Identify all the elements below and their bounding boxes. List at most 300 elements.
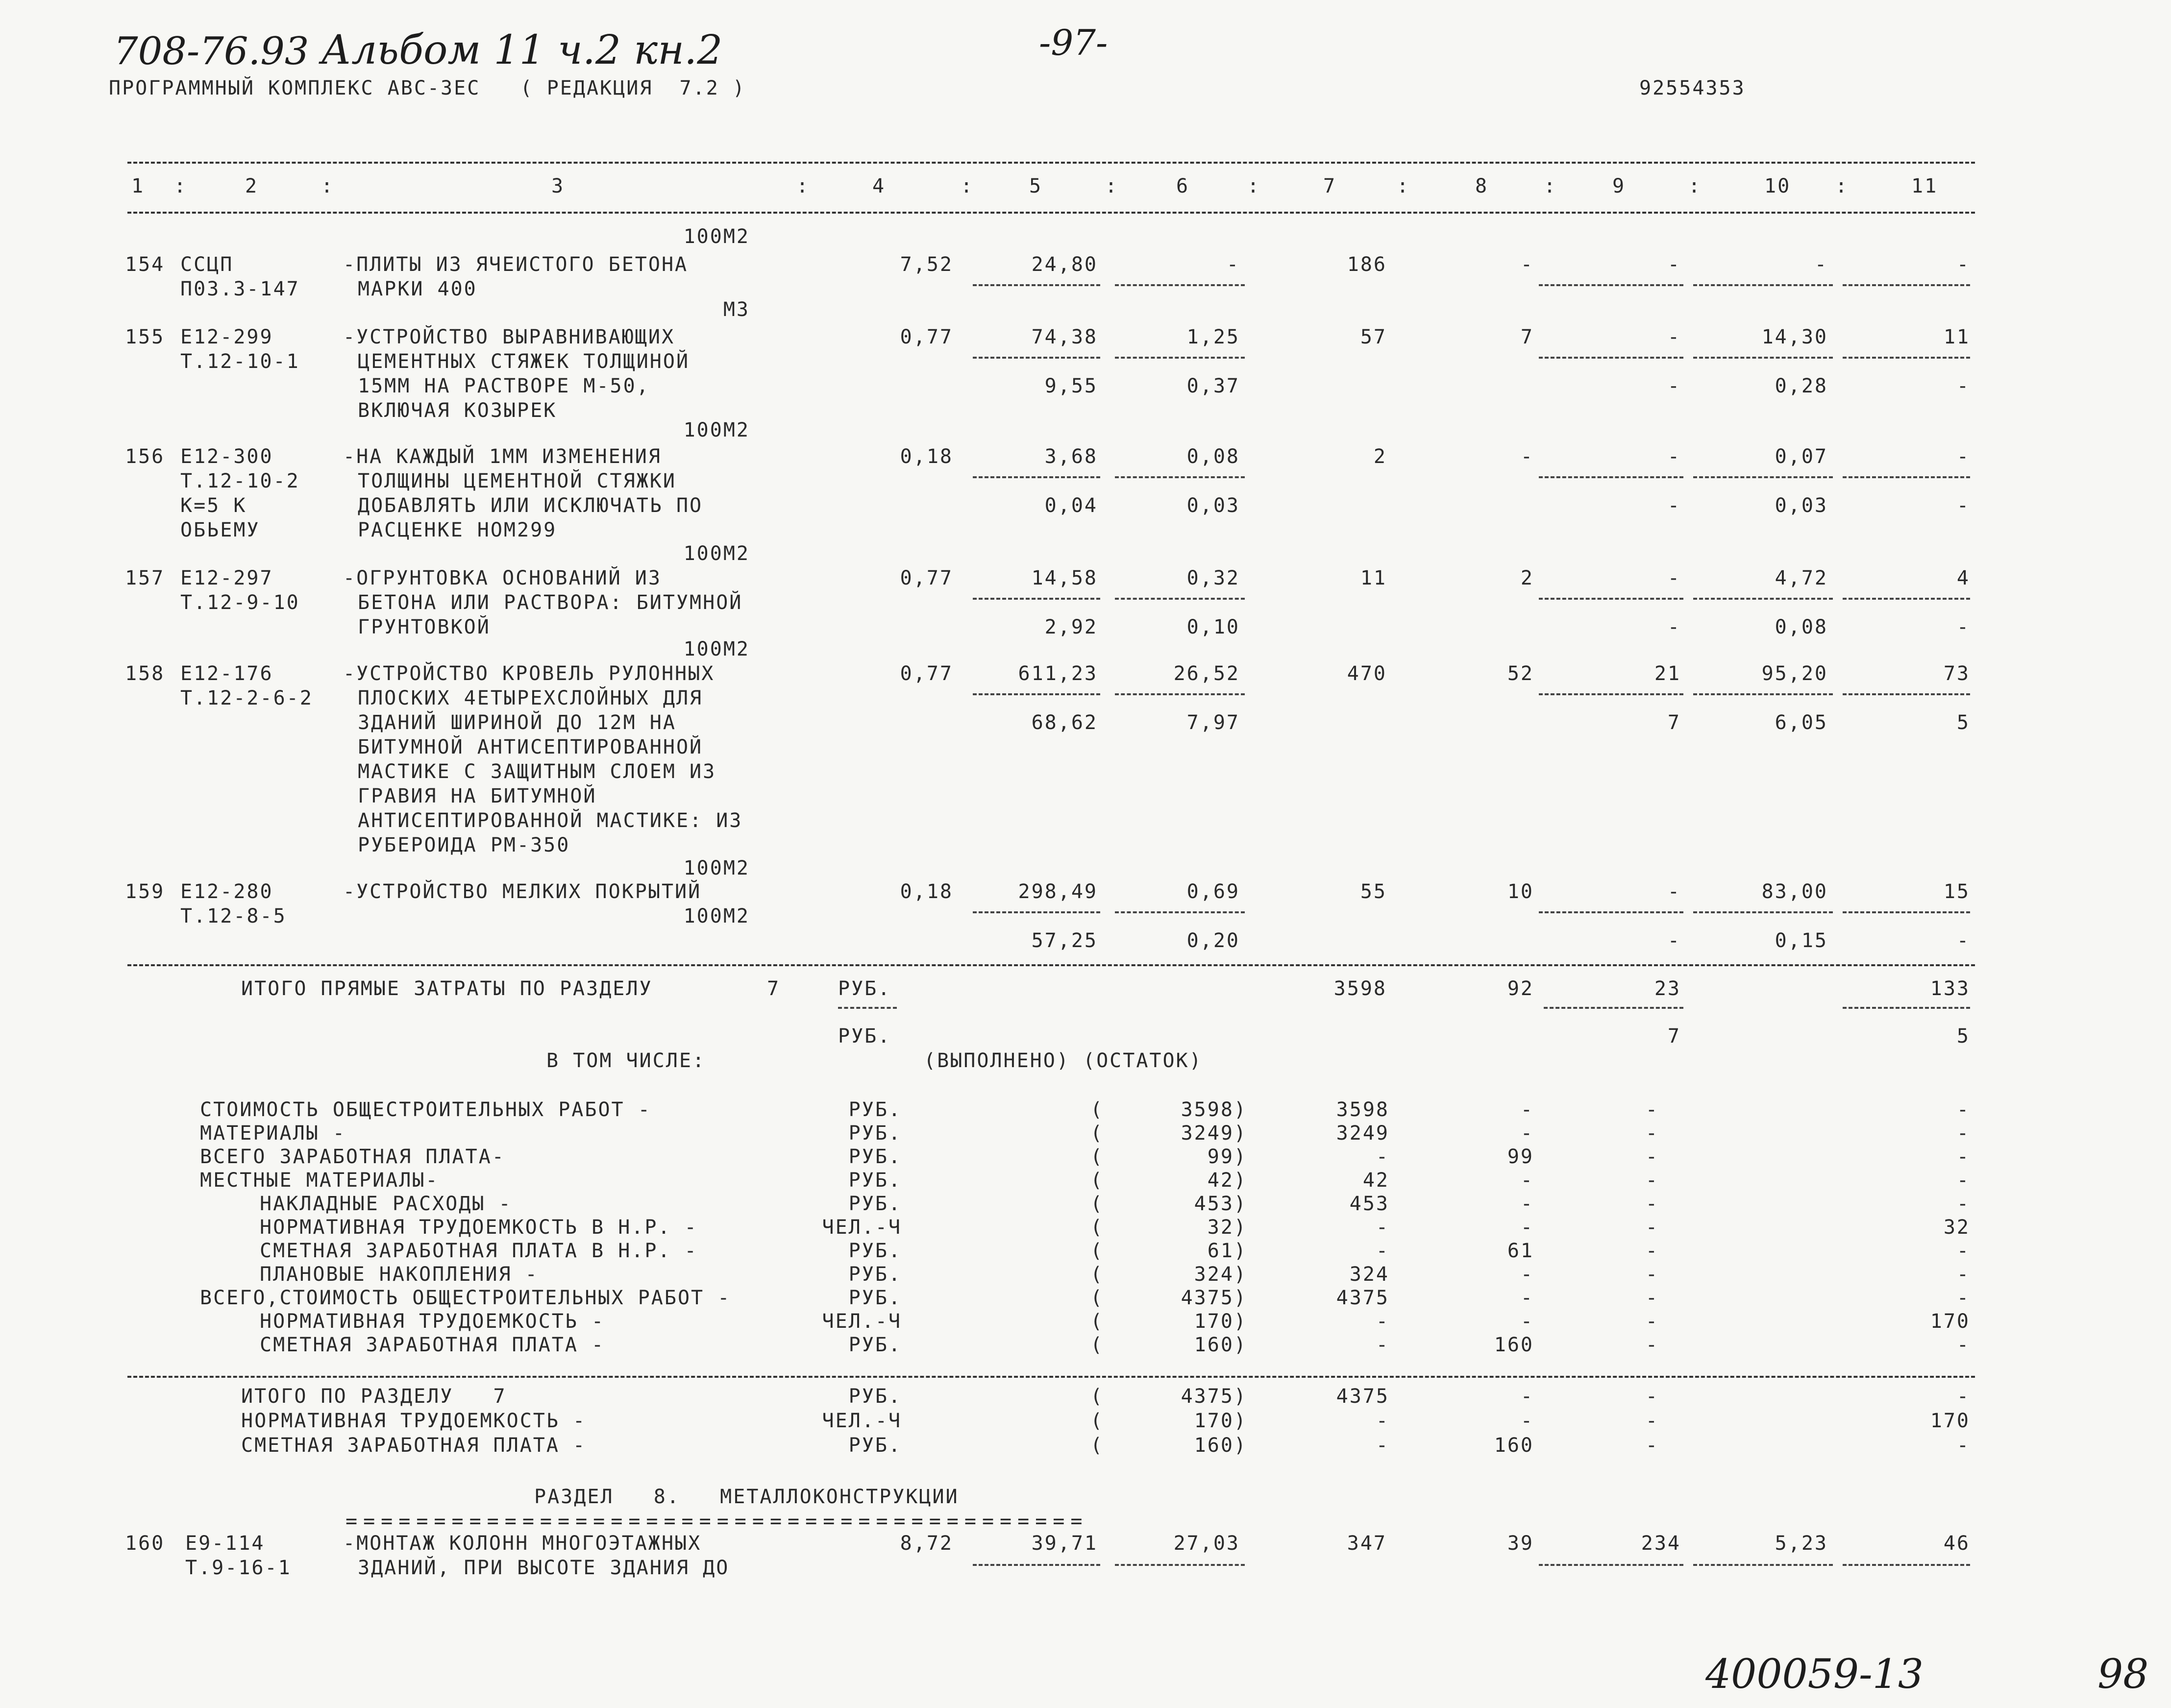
machine-cost: - [1667,326,1681,348]
norm-code: Е12-176 [180,662,273,685]
breakdown-labor: - [1956,1146,1970,1168]
unit-label: М3 [723,298,750,321]
row-number: 159 [125,880,165,903]
column-separator: : [961,175,974,197]
breakdown-machines: - [1645,1216,1659,1239]
subtotal-rule [1539,693,1683,695]
header-rule-bottom [127,212,1975,214]
work-description: -УСТРОЙСТВО МЕЛКИХ ПОКРЫТИЙ [343,880,702,903]
column-separator: : [1688,175,1702,197]
breakdown-labor: - [1956,1169,1970,1192]
total-cost: 347 [1347,1532,1387,1555]
unit-rub: РУБ. [838,1025,891,1048]
breakdown-labor: - [1956,1193,1970,1215]
labor-total: - [1956,253,1970,276]
column-header-11: 11 [1911,175,1938,197]
machine-cost: - [1667,880,1681,903]
unit-rub: РУБ. [838,977,891,1000]
summary-amount: 160) [1194,1434,1247,1457]
breakdown-paren: ( [1090,1287,1104,1309]
cost-machines: 0,32 [1186,567,1240,589]
summary-label: ИТОГО ПО РАЗДЕЛУ 7 [241,1385,507,1408]
breakdown-amount: 160) [1194,1334,1247,1356]
unit-label: 100М2 [683,542,750,565]
unit-cost-wages: 57,25 [1031,929,1098,952]
column-header-4: 4 [872,175,886,197]
work-description: -НА КАЖДЫЙ 1ММ ИЗМЕНЕНИЯ [343,445,662,468]
cost-machines: 26,52 [1173,662,1240,685]
breakdown-cost: - [1376,1240,1389,1262]
column-header-2: 2 [245,175,259,197]
row-number: 158 [125,662,165,685]
work-description: АНТИСЕПТИРОВАННОЙ МАСТИКЕ: ИЗ [358,809,743,832]
work-description: БИТУМНОЙ АНТИСЕПТИРОВАННОЙ [358,736,703,758]
unit-cost-wages: 68,62 [1031,711,1098,734]
breakdown-machines: - [1645,1098,1659,1121]
machine-cost: 21 [1654,662,1681,685]
work-description: БЕТОНА ИЛИ РАСТВОРА: БИТУМНОЙ [358,591,743,614]
subtotal-rule [1693,476,1833,478]
subtotal-rule [1539,284,1683,286]
breakdown-paren: ( [1090,1146,1104,1168]
page-marker: -97- [1039,22,1108,63]
machine-cost: - [1667,445,1681,468]
labor-norm: 14,30 [1761,326,1828,348]
column-header-1: 1 [131,175,145,197]
subtotal-rule [973,693,1100,695]
cost-machines-wages: 7,97 [1186,711,1240,734]
summary-rule [127,1376,1975,1378]
labor-norm: 4,72 [1775,567,1828,589]
unit-cost-wages: 2,92 [1044,616,1098,638]
breakdown-machines: - [1645,1169,1659,1192]
wages: - [1520,253,1534,276]
breakdown-machines: - [1645,1193,1659,1215]
summary-amount: 4375) [1181,1385,1247,1408]
unit-label: 100М2 [683,905,750,927]
subtotal-rule [973,598,1100,600]
next-section-underline: ========================================== [345,1512,1088,1531]
breakdown-cost: - [1376,1334,1389,1356]
row-number: 157 [125,567,165,589]
summary-unit: ЧЕЛ.-Ч [822,1410,902,1432]
subtotal-rule [973,1564,1100,1566]
album-code: 708-76.93 [114,29,309,73]
norm-code: Т.12-10-2 [180,470,300,492]
summary-label: НОРМАТИВНАЯ ТРУДОЕМКОСТЬ - [241,1410,587,1432]
subtotal-rule [1115,476,1245,478]
summary-wages: - [1520,1385,1534,1408]
machine-cost: - [1667,567,1681,589]
breakdown-label: НОРМАТИВНАЯ ТРУДОЕМКОСТЬ - [260,1310,605,1333]
header-rule-top [127,162,1975,164]
labor-norm-machines: 0,28 [1775,375,1828,397]
summary-cost: 4375 [1336,1385,1389,1408]
column-header-10: 10 [1764,175,1791,197]
machine-wages: - [1667,616,1681,638]
breakdown-labor: - [1956,1240,1970,1262]
breakdown-label: СМЕТНАЯ ЗАРАБОТНАЯ ПЛАТА В Н.Р. - [260,1240,698,1262]
breakdown-cost: 4375 [1336,1287,1389,1309]
breakdown-label: СТОИМОСТЬ ОБЩЕСТРОИТЕЛЬНЫХ РАБОТ - [200,1098,651,1121]
norm-code: Е12-300 [180,445,273,468]
breakdown-label: ВСЕГО ЗАРАБОТНАЯ ПЛАТА- [200,1146,505,1168]
norm-code: К=5 К [180,494,247,517]
column-separator: : [1105,175,1119,197]
subtotal-rule [973,357,1100,359]
breakdown-amount: 4375) [1181,1287,1247,1309]
breakdown-labor: - [1956,1122,1970,1145]
breakdown-labor: - [1956,1098,1970,1121]
machine-cost: - [1667,253,1681,276]
breakdown-amount: 32) [1207,1216,1247,1239]
labor-total-machines: - [1956,494,1970,517]
breakdown-paren: ( [1090,1098,1104,1121]
breakdown-labor: - [1956,1334,1970,1356]
labor-total: 4 [1956,567,1970,589]
summary-cost: - [1376,1434,1389,1457]
quantity: 0,77 [900,567,953,589]
wages: 2 [1520,567,1534,589]
subtotal-rule [1693,598,1833,600]
norm-code: ОБЬЕМУ [180,519,260,541]
subtotal-rule [1115,284,1245,286]
breakdown-paren: ( [1090,1193,1104,1215]
total-cost: 11 [1360,567,1387,589]
breakdown-wages: 99 [1507,1146,1534,1168]
summary-wages: 160 [1494,1434,1534,1457]
labor-total-machines: - [1956,616,1970,638]
work-description: РУБЕРОИДА РМ-350 [358,834,570,856]
section-total-label: ИТОГО ПРЯМЫЕ ЗАТРАТЫ ПО РАЗДЕЛУ [241,977,653,1000]
breakdown-label: СМЕТНАЯ ЗАРАБОТНАЯ ПЛАТА - [260,1334,605,1356]
summary-machines: - [1645,1434,1659,1457]
labor-total-machines: - [1956,375,1970,397]
unit-label: 100М2 [683,638,750,660]
column-header-7: 7 [1323,175,1337,197]
breakdown-cost: - [1376,1216,1389,1239]
summary-unit: РУБ. [848,1434,902,1457]
subtotal-rule [1115,1564,1245,1566]
summary-machines: - [1645,1410,1659,1432]
section-total-labor: 133 [1930,977,1970,1000]
breakdown-amount: 453) [1194,1193,1247,1215]
total-cost: 2 [1373,445,1387,468]
cost-machines-wages: 0,20 [1186,929,1240,952]
next-section-title: РАЗДЕЛ 8. МЕТАЛЛОКОНСТРУКЦИИ [534,1486,959,1508]
norm-code: Т.12-9-10 [180,591,300,614]
row-number: 160 [125,1532,165,1555]
quantity: 0,77 [900,326,953,348]
subtotal-rule [838,1007,897,1009]
breakdown-wages: - [1520,1169,1534,1192]
column-header-8: 8 [1475,175,1489,197]
breakdown-label: МЕСТНЫЕ МАТЕРИАЛЫ- [200,1169,439,1192]
breakdown-paren: ( [1090,1216,1104,1239]
quantity: 7,52 [900,253,953,276]
cost-machines-wages: 0,10 [1186,616,1240,638]
summary-paren: ( [1090,1410,1104,1432]
breakdown-cost: - [1376,1310,1389,1333]
norm-code: Т.9-16-1 [185,1557,292,1579]
breakdown-paren: ( [1090,1169,1104,1192]
column-separator: : [174,175,188,197]
labor-norm: 5,23 [1775,1532,1828,1555]
doc-number: 92554353 [1639,77,1746,99]
norm-code: Е12-297 [180,567,273,589]
column-separator: : [1835,175,1849,197]
breakdown-unit: ЧЕЛ.-Ч [822,1216,902,1239]
total-cost: 470 [1347,662,1387,685]
breakdown-paren: ( [1090,1263,1104,1286]
column-separator: : [321,175,335,197]
labor-norm-machines: 0,15 [1775,929,1828,952]
work-description: -МОНТАЖ КОЛОНН МНОГОЭТАЖНЫХ [343,1532,702,1555]
labor-norm: - [1814,253,1828,276]
total-cost: 55 [1360,880,1387,903]
breakdown-labor: 170 [1930,1310,1970,1333]
breakdown-cost: 42 [1362,1169,1389,1192]
unit-cost: 3,68 [1044,445,1098,468]
subtotal-rule [1843,598,1970,600]
breakdown-labor: - [1956,1287,1970,1309]
wages: 52 [1507,662,1534,685]
work-description: ГРАВИЯ НА БИТУМНОЙ [358,785,597,807]
unit-cost: 74,38 [1031,326,1098,348]
work-description: МАСТИКЕ С ЗАЩИТНЫМ СЛОЕМ ИЗ [358,760,716,783]
breakdown-label: ПЛАНОВЫЕ НАКОПЛЕНИЯ - [260,1263,539,1286]
breakdown-unit: РУБ. [848,1122,902,1145]
labor-norm: 95,20 [1761,662,1828,685]
breakdown-wages: - [1520,1263,1534,1286]
section-total-number: 7 [767,977,781,1000]
subtotal-rule [1115,357,1245,359]
subtotal-rule [973,284,1100,286]
summary-machines: - [1645,1385,1659,1408]
column-header-5: 5 [1029,175,1043,197]
labor-norm: 0,07 [1775,445,1828,468]
done-rest-label: (ВЫПОЛНЕНО) (ОСТАТОК) [924,1049,1203,1072]
breakdown-cost: 3598 [1336,1098,1389,1121]
cost-machines: 0,69 [1186,880,1240,903]
row-number: 155 [125,326,165,348]
unit-cost: 298,49 [1018,880,1098,903]
album-title: Альбом 11 ч.2 кн.2 [321,27,723,73]
unit-cost: 39,71 [1031,1532,1098,1555]
norm-code: Т.12-8-5 [180,905,287,927]
subtotal-rule [1539,598,1683,600]
work-description: ЦЕМЕНТНЫХ СТЯЖЕК ТОЛЩИНОЙ [358,350,690,373]
breakdown-wages: - [1520,1098,1534,1121]
breakdown-cost: - [1376,1146,1389,1168]
labor-total: 11 [1943,326,1970,348]
breakdown-cost: 3249 [1336,1122,1389,1145]
wages: 7 [1520,326,1534,348]
breakdown-unit: РУБ. [848,1240,902,1262]
machine-cost: 234 [1641,1532,1681,1555]
subtotal-rule [1693,693,1833,695]
labor-total-machines: - [1956,929,1970,952]
work-description: -УСТРОЙСТВО ВЫРАВНИВАЮЩИХ [343,326,675,348]
work-description: ЗДАНИЙ ШИРИНОЙ ДО 12М НА [358,711,676,734]
quantity: 8,72 [900,1532,953,1555]
row-number: 156 [125,445,165,468]
section-rule [127,964,1975,966]
column-header-3: 3 [551,175,565,197]
subtotal-rule [1843,357,1970,359]
column-header-9: 9 [1612,175,1626,197]
unit-cost: 24,80 [1031,253,1098,276]
breakdown-wages: - [1520,1287,1534,1309]
summary-labor: - [1956,1385,1970,1408]
quantity: 0,18 [900,445,953,468]
section-total-labor-machines: 5 [1956,1025,1970,1048]
work-description: РАСЦЕНКЕ НОМ299 [358,519,557,541]
unit-label: 100М2 [683,225,750,248]
cost-machines-wages: 0,37 [1186,375,1240,397]
subtotal-rule [1693,1564,1833,1566]
work-description: ТОЛЩИНЫ ЦЕМЕНТНОЙ СТЯЖКИ [358,470,676,492]
wages: 10 [1507,880,1534,903]
subtotal-rule [1843,693,1970,695]
summary-amount: 170) [1194,1410,1247,1432]
breakdown-amount: 170) [1194,1310,1247,1333]
labor-total: 73 [1943,662,1970,685]
subtotal-rule [1693,911,1833,913]
labor-total: - [1956,445,1970,468]
breakdown-amount: 99) [1207,1146,1247,1168]
row-number: 154 [125,253,165,276]
subtotal-rule [973,476,1100,478]
subtotal-rule [1115,693,1245,695]
wages: 39 [1507,1532,1534,1555]
subtotal-rule [1115,911,1245,913]
subtotal-rule [1843,1007,1970,1009]
work-description: МАРКИ 400 [358,278,477,300]
breakdown-unit: РУБ. [848,1193,902,1215]
subtotal-rule [1843,911,1970,913]
subtotal-rule [1539,911,1683,913]
breakdown-unit: РУБ. [848,1334,902,1356]
unit-label: 100М2 [683,419,750,441]
subtotal-rule [973,911,1100,913]
breakdown-paren: ( [1090,1334,1104,1356]
section-total-wages: 92 [1507,977,1534,1000]
breakdown-amount: 42) [1207,1169,1247,1192]
norm-code: Е12-299 [180,326,273,348]
breakdown-unit: ЧЕЛ.-Ч [822,1310,902,1333]
subtotal-rule [1115,598,1245,600]
work-description: ДОБАВЛЯТЬ ИЛИ ИСКЛЮЧАТЬ ПО [358,494,703,517]
breakdown-machines: - [1645,1146,1659,1168]
breakdown-machines: - [1645,1122,1659,1145]
breakdown-paren: ( [1090,1310,1104,1333]
breakdown-unit: РУБ. [848,1287,902,1309]
breakdown-unit: РУБ. [848,1263,902,1286]
program-line: ПРОГРАММНЫЙ КОМПЛЕКС АВС-3ЕС ( РЕДАКЦИЯ 7.2 ) [109,77,746,99]
breakdown-unit: РУБ. [848,1169,902,1192]
cost-machines: 1,25 [1186,326,1240,348]
machine-wages: 7 [1667,711,1681,734]
including-label: В ТОМ ЧИСЛЕ: [546,1049,706,1072]
column-separator: : [1247,175,1261,197]
quantity: 0,18 [900,880,953,903]
norm-code: Е12-280 [180,880,273,903]
unit-cost-wages: 0,04 [1044,494,1098,517]
work-description: -ОГРУНТОВКА ОСНОВАНИЙ ИЗ [343,567,662,589]
work-description: -УСТРОЙСТВО КРОВЕЛЬ РУЛОННЫХ [343,662,715,685]
quantity: 0,77 [900,662,953,685]
labor-norm-machines: 0,03 [1775,494,1828,517]
subtotal-rule [1539,357,1683,359]
breakdown-amount: 3249) [1181,1122,1247,1145]
norm-code: Т.12-2-6-2 [180,687,313,709]
unit-cost-wages: 9,55 [1044,375,1098,397]
labor-total-machines: 5 [1956,711,1970,734]
summary-paren: ( [1090,1434,1104,1457]
breakdown-unit: РУБ. [848,1098,902,1121]
norm-code: Е9-114 [185,1532,265,1555]
labor-norm: 83,00 [1761,880,1828,903]
breakdown-cost: 324 [1349,1263,1389,1286]
labor-total: 15 [1943,880,1970,903]
work-description: 15ММ НА РАСТВОРЕ М-50, [358,375,650,397]
subtotal-rule [1539,476,1683,478]
breakdown-paren: ( [1090,1122,1104,1145]
breakdown-paren: ( [1090,1240,1104,1262]
unit-cost: 611,23 [1018,662,1098,685]
norm-code: ССЦП [180,253,234,276]
column-separator: : [1544,175,1557,197]
summary-labor: - [1956,1434,1970,1457]
breakdown-label: НОРМАТИВНАЯ ТРУДОЕМКОСТЬ В Н.Р. - [260,1216,698,1239]
work-description: -ПЛИТЫ ИЗ ЯЧЕИСТОГО БЕТОНА [343,253,689,276]
breakdown-machines: - [1645,1263,1659,1286]
breakdown-wages: - [1520,1193,1534,1215]
breakdown-labor: 32 [1943,1216,1970,1239]
column-separator: : [796,175,810,197]
subtotal-rule [1843,476,1970,478]
labor-norm-machines: 0,08 [1775,616,1828,638]
section-total-cost: 3598 [1333,977,1387,1000]
section-total-machines: 23 [1654,977,1681,1000]
breakdown-wages: - [1520,1122,1534,1145]
page-number: 98 [2097,1651,2149,1698]
breakdown-machines: - [1645,1310,1659,1333]
machine-wages: - [1667,494,1681,517]
breakdown-unit: РУБ. [848,1146,902,1168]
unit-label: 100М2 [683,857,750,879]
breakdown-machines: - [1645,1334,1659,1356]
machine-wages: - [1667,375,1681,397]
subtotal-rule [1539,1564,1683,1566]
total-cost: 57 [1360,326,1387,348]
summary-wages: - [1520,1410,1534,1432]
unit-cost: 14,58 [1031,567,1098,589]
stamp-code: 400059-13 [1705,1651,1924,1698]
work-description: ГРУНТОВКОЙ [358,616,491,638]
breakdown-amount: 3598) [1181,1098,1247,1121]
work-description: ПЛОСКИХ 4ЕТЫРЕХСЛОЙНЫХ ДЛЯ [358,687,703,709]
breakdown-machines: - [1645,1287,1659,1309]
breakdown-machines: - [1645,1240,1659,1262]
section-total-machine-wages: 7 [1667,1025,1681,1048]
cost-machines: 27,03 [1173,1532,1240,1555]
breakdown-wages: - [1520,1310,1534,1333]
breakdown-wages: 61 [1507,1240,1534,1262]
machine-wages: - [1667,929,1681,952]
breakdown-amount: 324) [1194,1263,1247,1286]
